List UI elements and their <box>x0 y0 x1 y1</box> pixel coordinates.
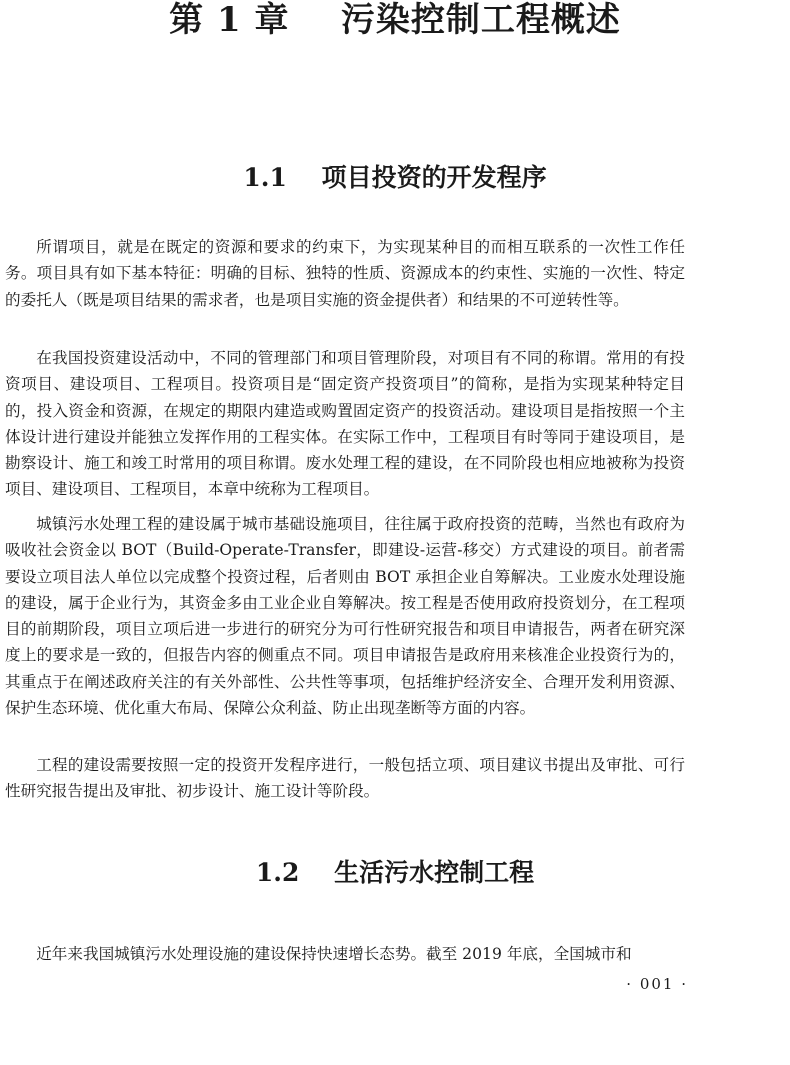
page-number: · 001 · <box>626 975 688 993</box>
chapter-title: 第 1 章 污染控制工程概述 <box>169 0 621 40</box>
paragraph-3: 城镇污水处理工程的建设属于城市基础设施项目，往往属于政府投资的范畴，当然也有政府为吸收社会资金以 BOT（Build-Operate-Transfer，即建设-运营-移交）方式建设的项目。前者需要设立项目法人单位以完成整个投资过程，后者则由 BOT 承担企业自筹解决。工业废水处理设施的建设，属于企业行为，其资金多由工业企业自筹解决。按工程是否使用政府投资划分，在工程项目的前期阶段，项目立项后进一步进行的研究分为可行性研究报告和项目申请报告，两者在研究深度上的要求是一致的，但报告内容的侧重点不同。项目申请报告是政府用来核准企业投资行为的，其重点于在阐述政府关注的有关外部性、公共性等事项，包括维护经济安全、合理开发利用资源、保护生态环境、优化重大布局、保障公众利益、防止出现垄断等方面的内容。 <box>5 515 685 718</box>
section-heading-1-2: 1.2 生活污水控制工程 <box>255 858 535 887</box>
section-heading-1-1: 1.1 项目投资的开发程序 <box>243 163 547 192</box>
paragraph-2: 在我国投资建设活动中，不同的管理部门和项目管理阶段，对项目有不同的称谓。常用的有投资项目、建设项目、工程项目。投资项目是“固定资产投资项目”的简称，是指为实现某种特定目的，投入资金和资源，在规定的期限内建造或购置固定资产的投资活动。建设项目是指按照一个主体设计进行建设并能独立发挥作用的工程实体。在实际工作中，工程项目有时等同于建设项目，是勘察设计、施工和竣工时常用的项目称谓。废水处理工程的建设，在不同阶段也相应地被称为投资项目、建设项目、工程项目，本章中统称为工程项目。 <box>5 349 685 499</box>
paragraph-1: 所谓项目，就是在既定的资源和要求的约束下，为实现某种目的而相互联系的一次性工作任务。项目具有如下基本特征：明确的目标、独特的性质、资源成本的约束性、实施的一次性、特定的委托人（既是项目结果的需求者，也是项目实施的资金提供者）和结果的不可逆转性等。 <box>5 238 685 309</box>
paragraph-5: 近年来我国城镇污水处理设施的建设保持快速增长态势。截至 2019 年底，全国城市和 <box>36 945 632 963</box>
paragraph-4: 工程的建设需要按照一定的投资开发程序进行，一般包括立项、项目建议书提出及审批、可行性研究报告提出及审批、初步设计、施工设计等阶段。 <box>5 756 685 801</box>
